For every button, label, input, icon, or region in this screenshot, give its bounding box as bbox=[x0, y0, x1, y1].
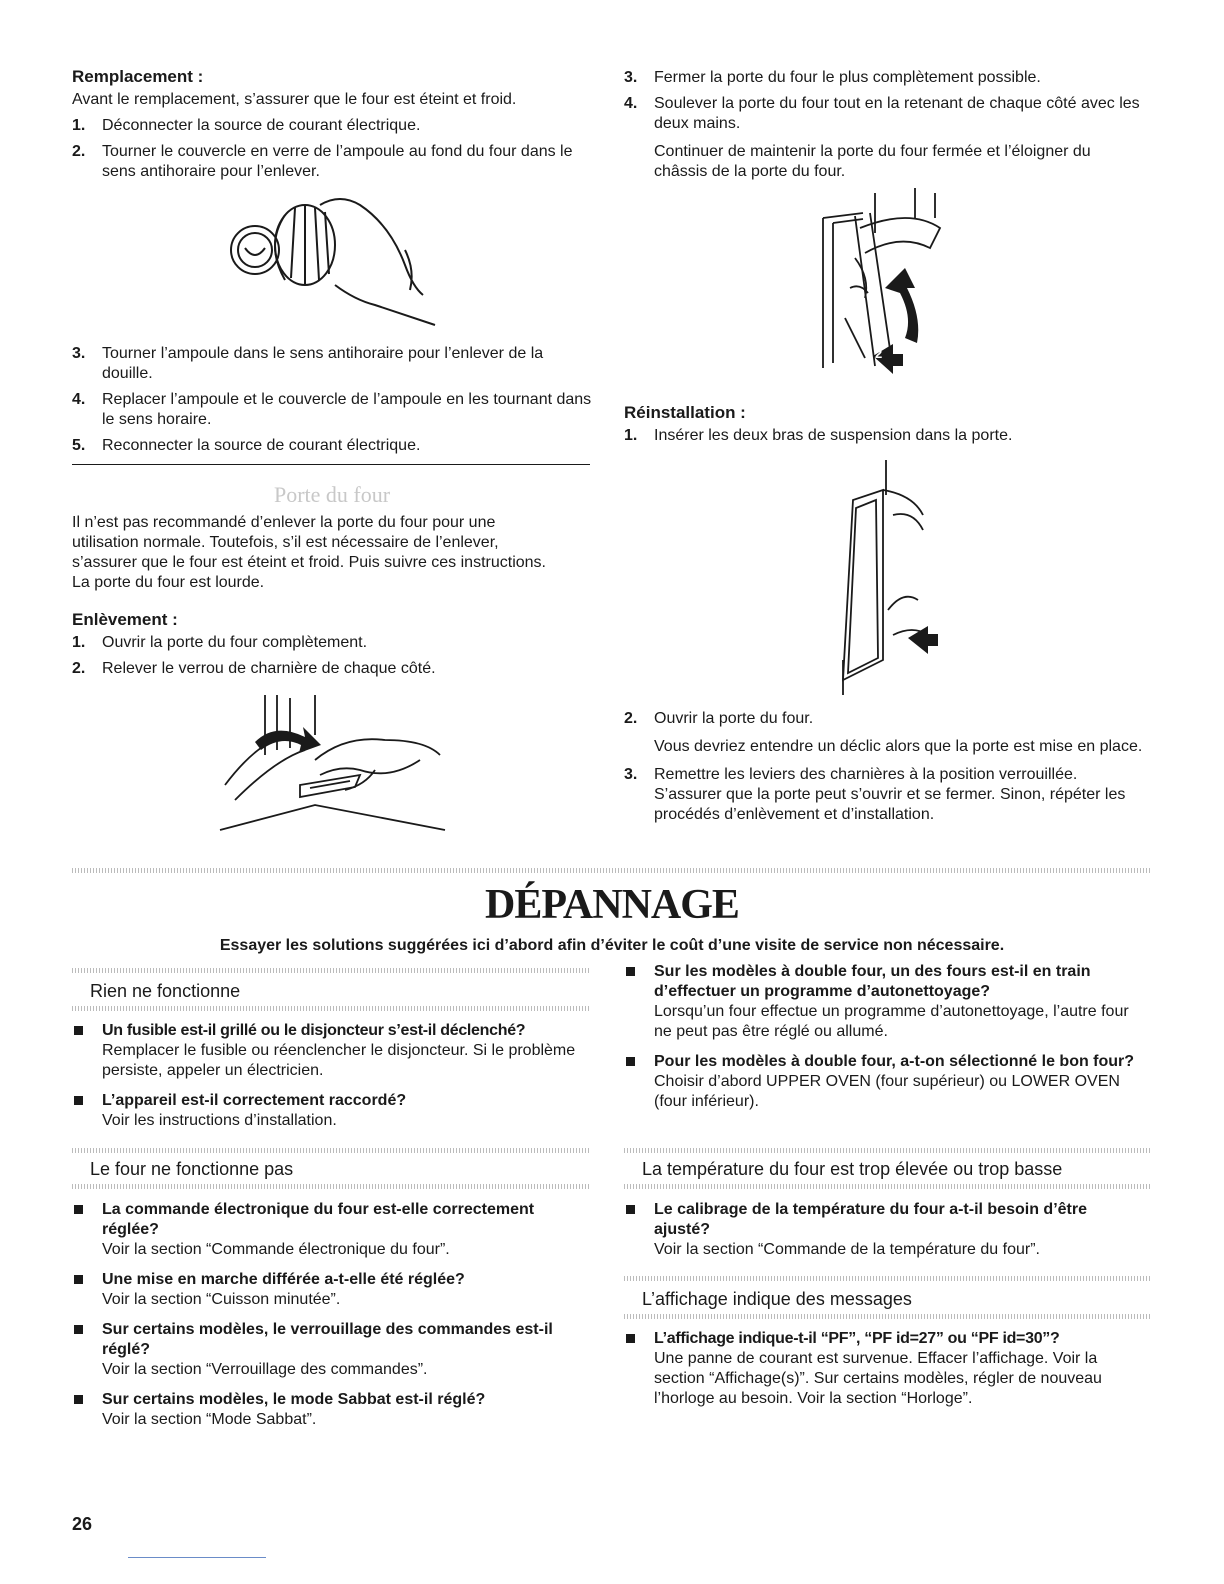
question-text: L’affichage indique-t-il “PF”, “PF id=27” ou “PF id=30”? bbox=[654, 1330, 1060, 1347]
answer-text: Choisir d’abord UPPER OVEN (four supérieur) ou LOWER OVEN (four inférieur). bbox=[654, 1073, 1120, 1110]
question-text: Sur certains modèles, le mode Sabbat est-il réglé? bbox=[102, 1391, 486, 1408]
step-number: 1. bbox=[72, 634, 86, 651]
hatch-rule bbox=[72, 968, 590, 973]
question-text: Sur les modèles à double four, un des fours est-il en train d’effectuer un programme d’autonettoyage? bbox=[654, 963, 1091, 1000]
step-number: 2. bbox=[72, 660, 86, 677]
step-item bbox=[72, 116, 592, 136]
door-reinstall-illustration bbox=[838, 460, 938, 695]
remplacement-heading: Remplacement : bbox=[72, 67, 204, 86]
step-number: 1. bbox=[624, 427, 638, 444]
section-title-rien: Rien ne fonctionne bbox=[90, 981, 241, 1001]
bullet-square bbox=[626, 967, 635, 976]
troubleshoot-item bbox=[72, 1091, 590, 1131]
hatch-rule bbox=[72, 1148, 590, 1153]
enlevement-heading: Enlèvement : bbox=[72, 610, 178, 629]
porte-text: Il n’est pas recommandé d’enlever la porte du four pour une utilisation normale. Toutefois, s’il est nécessaire de l’enlever, s’assurer que le four est éteint et froid. Puis suivre ces instructions. La porte du four est lourde. bbox=[72, 514, 546, 591]
right-reinstall-block bbox=[624, 402, 1144, 446]
step-number: 3. bbox=[624, 69, 638, 86]
bullet-square bbox=[74, 1325, 83, 1334]
question-text: La commande électronique du four est-elle correctement réglée? bbox=[102, 1201, 535, 1238]
step-text: Replacer l’ampoule et le couvercle de l’ampoule en les tournant dans le sens horaire. bbox=[102, 391, 592, 428]
porte-du-four-title: Porte du four bbox=[273, 482, 391, 507]
bullet-square bbox=[74, 1205, 83, 1214]
reinstallation-heading: Réinstallation : bbox=[624, 403, 746, 422]
step-number: 2. bbox=[624, 710, 638, 727]
right-steps-c bbox=[624, 709, 1144, 825]
hatch-rule bbox=[624, 1276, 1152, 1281]
bullet-square bbox=[74, 1395, 83, 1404]
step-text: Remettre les leviers des charnières à la position verrouillée. S’assurer que la porte peut s’ouvrir et se fermer. Sinon, répéter les procédés d’enlèvement et d’installation. bbox=[654, 766, 1126, 823]
bullet-square bbox=[74, 1026, 83, 1035]
step-number: 5. bbox=[72, 437, 86, 454]
step-item bbox=[624, 426, 1144, 446]
step-extra-text: Continuer de maintenir la porte du four fermée et l’éloigner du châssis de la porte du four. bbox=[654, 143, 1091, 180]
step-item bbox=[72, 436, 592, 456]
step-number: 1. bbox=[72, 117, 86, 134]
troubleshoot-item bbox=[72, 1200, 590, 1260]
troubleshoot-item bbox=[624, 1052, 1144, 1112]
question-text: Pour les modèles à double four, a-t-on sélectionné le bon four? bbox=[654, 1053, 1135, 1070]
depannage-title: DÉPANNAGE bbox=[485, 882, 739, 928]
question-text: Sur certains modèles, le verrouillage des commandes est-il réglé? bbox=[102, 1321, 553, 1358]
step-item bbox=[624, 94, 1144, 182]
question-text: Le calibrage de la température du four a-t-il besoin d’être ajusté? bbox=[654, 1201, 1087, 1238]
step-number: 3. bbox=[624, 766, 638, 783]
right-column-top bbox=[624, 68, 1144, 182]
troubleshoot-item bbox=[624, 1329, 1144, 1409]
answer-text: Voir la section “Commande électronique du four”. bbox=[102, 1241, 450, 1258]
troubleshoot-item bbox=[72, 1320, 590, 1380]
hatch-rule bbox=[624, 1184, 1152, 1189]
step-text: Déconnecter la source de courant électrique. bbox=[102, 117, 421, 134]
hatch-rule bbox=[72, 868, 1152, 873]
footer-rule bbox=[128, 1557, 266, 1558]
section-title-four: Le four ne fonctionne pas bbox=[90, 1159, 294, 1179]
bullet-square bbox=[626, 1334, 635, 1343]
arrow-label-1: 1 bbox=[921, 313, 930, 330]
step-number: 2. bbox=[72, 143, 86, 160]
troubleshoot-item bbox=[72, 1390, 590, 1430]
hatch-rule bbox=[72, 1006, 590, 1011]
bullet-square bbox=[626, 1205, 635, 1214]
answer-text: Lorsqu’un four effectue un programme d’autonettoyage, l’autre four ne peut pas être réglé ou allumé. bbox=[654, 1003, 1129, 1040]
section-divider bbox=[72, 464, 590, 465]
bullet-square bbox=[74, 1096, 83, 1105]
depannage-subtitle: Essayer les solutions suggérées ici d’abord afin d’éviter le coût d’une visite de service non nécessaire. bbox=[219, 937, 1005, 954]
step-text: Tourner le couvercle en verre de l’ampoule au fond du four dans le sens antihoraire pour l’enlever. bbox=[102, 143, 573, 180]
left-porte-block bbox=[72, 513, 560, 679]
step-text: Reconnecter la source de courant électrique. bbox=[102, 437, 421, 454]
troubleshoot-item bbox=[72, 1270, 590, 1310]
step-item bbox=[72, 633, 560, 653]
question-text: L’appareil est-il correctement raccordé? bbox=[102, 1092, 407, 1109]
answer-text: Voir les instructions d’installation. bbox=[102, 1112, 337, 1129]
answer-text: Voir la section “Commande de la température du four”. bbox=[654, 1241, 1040, 1258]
answer-text: Voir la section “Verrouillage des commandes”. bbox=[102, 1361, 428, 1378]
section-title-temperature: La température du four est trop élevée ou trop basse bbox=[642, 1159, 1063, 1179]
four-items bbox=[72, 1200, 590, 1430]
step-text: Soulever la porte du four tout en la retenant de chaque côté avec les deux mains. bbox=[654, 95, 1140, 132]
step-text: Insérer les deux bras de suspension dans la porte. bbox=[654, 427, 1013, 444]
step-text: Fermer la porte du four le plus complètement possible. bbox=[654, 69, 1041, 86]
temperature-items bbox=[624, 1200, 1144, 1260]
hatch-rule bbox=[72, 1184, 590, 1189]
troubleshoot-item bbox=[624, 1200, 1144, 1260]
arrow-label-2: 2 bbox=[875, 346, 883, 361]
page-number: 26 bbox=[72, 1514, 93, 1534]
door-lift-illustration bbox=[815, 188, 950, 378]
hatch-rule bbox=[624, 1314, 1152, 1319]
question-text: Un fusible est-il grillé ou le disjoncteur s’est-il déclenché? bbox=[102, 1022, 526, 1039]
troubleshoot-item bbox=[624, 962, 1144, 1042]
step-item bbox=[624, 709, 1144, 757]
step-item bbox=[72, 142, 592, 182]
step-number: 3. bbox=[72, 345, 86, 362]
hinge-latch-illustration bbox=[215, 690, 450, 840]
remplacement-intro: Avant le remplacement, s’assurer que le four est éteint et froid. bbox=[72, 91, 517, 108]
step-item bbox=[72, 390, 592, 430]
step-item bbox=[72, 344, 592, 384]
step-number: 4. bbox=[72, 391, 86, 408]
double-four-items bbox=[624, 962, 1144, 1112]
rien-items bbox=[72, 1021, 590, 1131]
step-number: 4. bbox=[624, 95, 638, 112]
hatch-rule bbox=[624, 1148, 1152, 1153]
step-text: Relever le verrou de charnière de chaque côté. bbox=[102, 660, 436, 677]
bullet-square bbox=[626, 1057, 635, 1066]
answer-text: Une panne de courant est survenue. Effacer l’affichage. Voir la section “Affichage(s)”. Sur certains modèles, régler de nouveau l’horloge au besoin. Voir la section “Horloge”. bbox=[654, 1350, 1102, 1407]
step-item bbox=[624, 68, 1144, 88]
section-title-affichage: L’affichage indique des messages bbox=[642, 1289, 912, 1309]
answer-text: Remplacer le fusible ou réenclencher le disjoncteur. Si le problème persiste, appeler un électricien. bbox=[102, 1042, 576, 1079]
step-extra-text: Vous devriez entendre un déclic alors que la porte est mise en place. bbox=[654, 738, 1143, 755]
answer-text: Voir la section “Mode Sabbat”. bbox=[102, 1411, 317, 1428]
left-column-top bbox=[72, 66, 592, 182]
affichage-items bbox=[624, 1329, 1144, 1409]
step-item bbox=[72, 659, 560, 679]
bullet-square bbox=[74, 1275, 83, 1284]
step-item bbox=[624, 765, 1144, 825]
bulb-removal-illustration bbox=[225, 190, 445, 335]
troubleshoot-item bbox=[72, 1021, 590, 1081]
step-text: Ouvrir la porte du four. bbox=[654, 710, 814, 727]
step-text: Ouvrir la porte du four complètement. bbox=[102, 634, 368, 651]
answer-text: Voir la section “Cuisson minutée”. bbox=[102, 1291, 341, 1308]
left-steps-b bbox=[72, 344, 592, 456]
step-text: Tourner l’ampoule dans le sens antihoraire pour l’enlever de la douille. bbox=[102, 345, 544, 382]
question-text: Une mise en marche différée a-t-elle été réglée? bbox=[102, 1271, 465, 1288]
